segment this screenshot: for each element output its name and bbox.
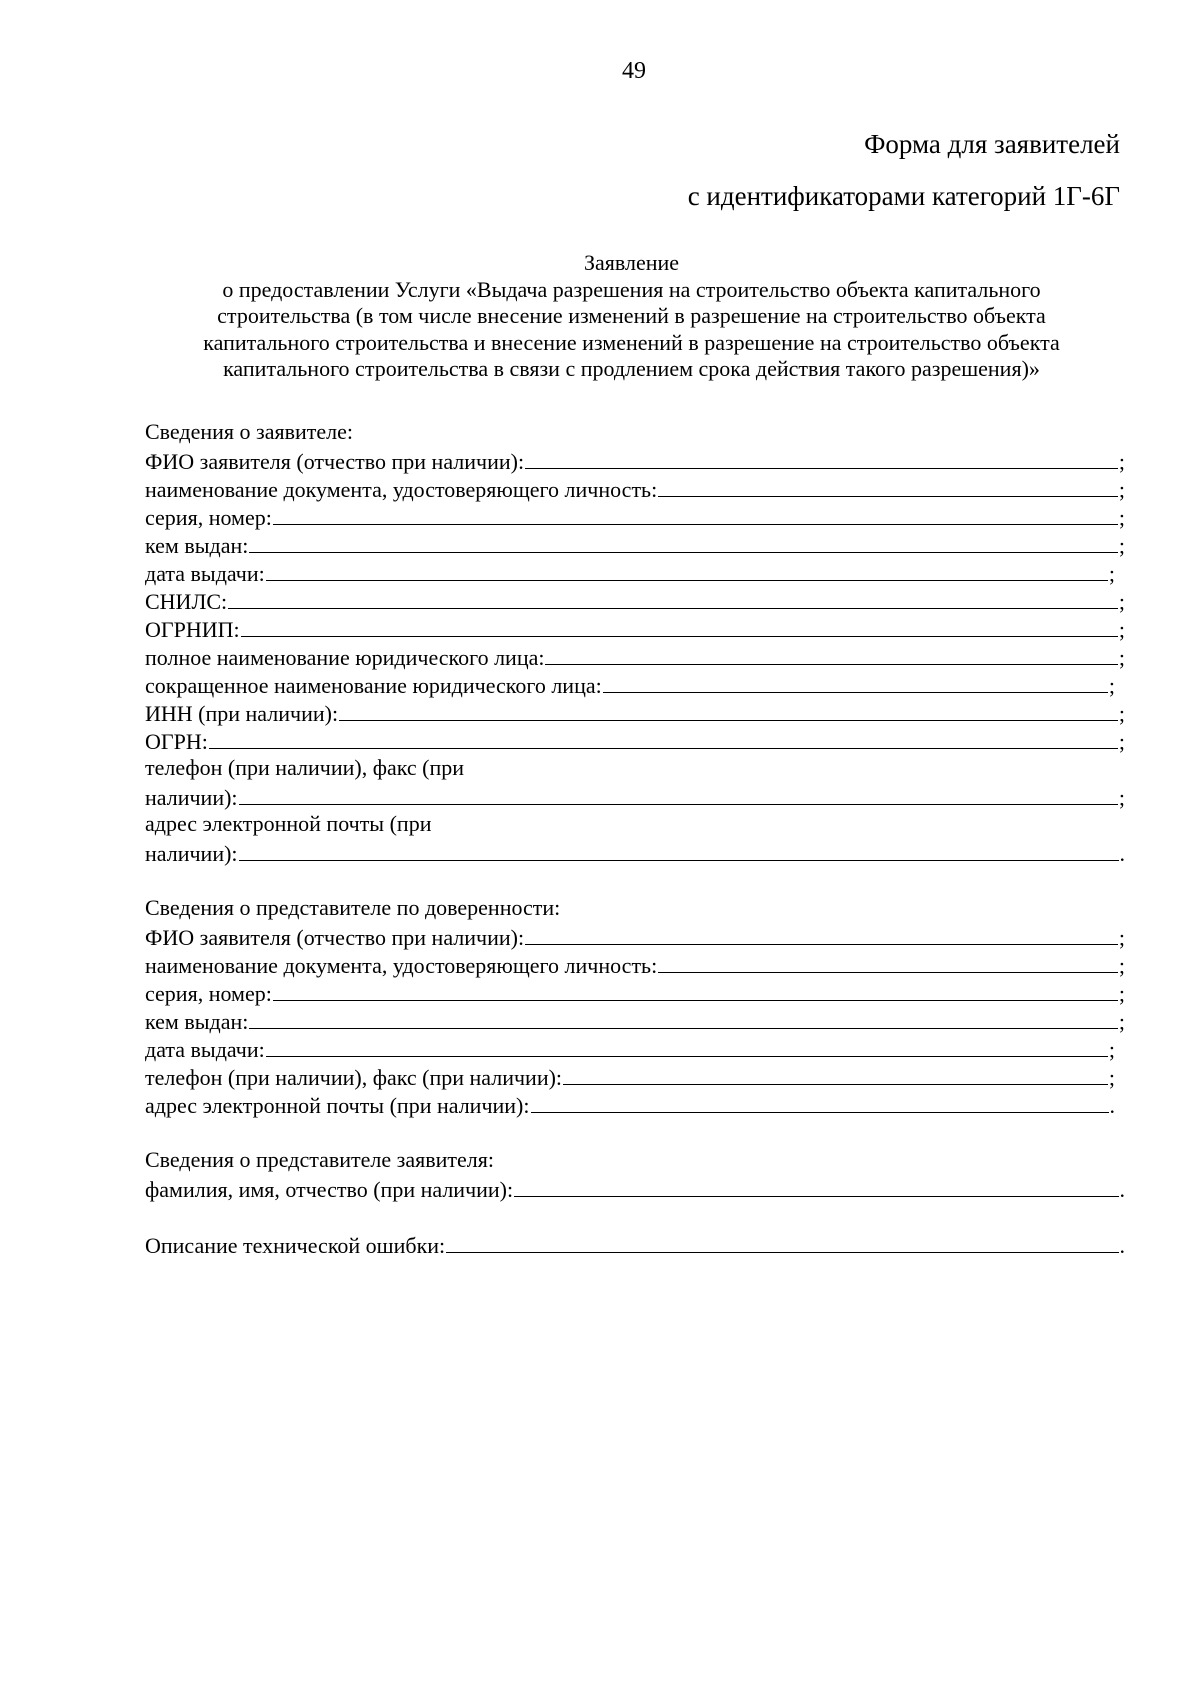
error-description-row bbox=[145, 1230, 1125, 1258]
heading-line: строительства (в том числе внесение изменений в разрешение на строительство объекта bbox=[217, 303, 1046, 328]
field-label: ФИО заявителя (отчество при наличии): bbox=[145, 449, 525, 474]
field-terminator: ; bbox=[1118, 505, 1125, 530]
applicant-full-name-org-field[interactable] bbox=[545, 642, 1117, 665]
proxy-series-number-row bbox=[145, 978, 1125, 1006]
form-title-line-2: с идентификаторами категорий 1Г-6Г bbox=[687, 181, 1120, 211]
applicant-fio-row bbox=[145, 446, 1125, 474]
applicant-email-row bbox=[145, 838, 1125, 866]
proxy-section bbox=[145, 894, 1125, 1118]
applicant-ogrnip-row bbox=[145, 614, 1125, 642]
field-terminator: ; bbox=[1118, 925, 1125, 950]
field-terminator: ; bbox=[1108, 561, 1115, 586]
field-label: СНИЛС: bbox=[145, 589, 228, 614]
applicant-issue-date-row bbox=[145, 558, 1115, 586]
representative-fio-row bbox=[145, 1174, 1125, 1202]
field-label: телефон (при наличии), факс (при наличии): bbox=[145, 1065, 563, 1090]
proxy-doc-name-row bbox=[145, 950, 1125, 978]
field-label: кем выдан: bbox=[145, 533, 249, 558]
heading-title: Заявление bbox=[583, 250, 680, 275]
heading-line: о предоставлении Услуги «Выдача разрешения на строительство объекта капитального bbox=[222, 276, 1041, 302]
applicant-full-name-org-row bbox=[145, 642, 1125, 670]
field-terminator: ; bbox=[1108, 1037, 1115, 1062]
field-label: наименование документа, удостоверяющего личность: bbox=[145, 953, 658, 978]
field-label: дата выдачи: bbox=[145, 1037, 265, 1062]
field-terminator: ; bbox=[1108, 673, 1115, 698]
applicant-series-number-field[interactable] bbox=[273, 502, 1118, 525]
applicant-snils-field[interactable] bbox=[228, 586, 1118, 609]
field-terminator: ; bbox=[1118, 981, 1125, 1006]
proxy-issued-by-field[interactable] bbox=[249, 1006, 1118, 1029]
field-label: дата выдачи: bbox=[145, 561, 265, 586]
error-description-field[interactable] bbox=[446, 1230, 1118, 1253]
error-description-section bbox=[145, 1230, 1125, 1258]
proxy-phone-field[interactable] bbox=[563, 1062, 1108, 1085]
field-terminator: ; bbox=[1118, 589, 1125, 614]
applicant-ogrn-row bbox=[145, 726, 1125, 754]
field-terminator: . bbox=[1119, 1233, 1125, 1258]
field-label: серия, номер: bbox=[145, 981, 272, 1006]
field-terminator: ; bbox=[1118, 533, 1125, 558]
applicant-issued-by-field[interactable] bbox=[249, 530, 1118, 553]
form-body bbox=[145, 418, 1125, 1286]
field-label: телефон (при наличии), факс (при bbox=[145, 755, 465, 780]
applicant-email-field[interactable] bbox=[239, 838, 1119, 861]
applicant-inn-row bbox=[145, 698, 1125, 726]
field-label: наименование документа, удостоверяющего личность: bbox=[145, 477, 658, 502]
field-terminator: . bbox=[1119, 841, 1125, 866]
applicant-section bbox=[145, 418, 1125, 866]
field-label: фамилия, имя, отчество (при наличии): bbox=[145, 1177, 514, 1202]
representative-fio-field[interactable] bbox=[514, 1174, 1118, 1197]
field-terminator: ; bbox=[1118, 785, 1125, 810]
applicant-phone-row bbox=[145, 782, 1125, 810]
applicant-ogrnip-field[interactable] bbox=[241, 614, 1118, 637]
applicant-short-name-org-field[interactable] bbox=[603, 670, 1108, 693]
field-terminator: ; bbox=[1118, 701, 1125, 726]
representative-section bbox=[145, 1146, 1125, 1202]
applicant-fio-field[interactable] bbox=[525, 446, 1118, 469]
field-label: наличии): bbox=[145, 785, 238, 810]
field-terminator: ; bbox=[1118, 477, 1125, 502]
applicant-issued-by-row bbox=[145, 530, 1125, 558]
field-terminator: . bbox=[1109, 1093, 1115, 1118]
applicant-series-number-row bbox=[145, 502, 1125, 530]
proxy-series-number-field[interactable] bbox=[273, 978, 1118, 1001]
field-terminator: . bbox=[1119, 1177, 1125, 1202]
field-label: полное наименование юридического лица: bbox=[145, 645, 545, 670]
applicant-ogrn-field[interactable] bbox=[209, 726, 1118, 749]
heading-line: капитального строительства в связи с продлением срока действия такого разрешения)» bbox=[223, 356, 1040, 381]
field-label: ОГРНИП: bbox=[145, 617, 240, 642]
field-label: адрес электронной почты (при наличии): bbox=[145, 1093, 530, 1118]
form-title-line-1: Форма для заявителей bbox=[864, 129, 1120, 159]
applicant-doc-name-field[interactable] bbox=[658, 474, 1118, 497]
proxy-section-title: Сведения о представителе по доверенности: bbox=[145, 895, 561, 920]
proxy-issue-date-row bbox=[145, 1034, 1115, 1062]
field-label: сокращенное наименование юридического лица: bbox=[145, 673, 602, 698]
field-terminator: ; bbox=[1118, 953, 1125, 978]
applicant-doc-name-row bbox=[145, 474, 1125, 502]
field-label: адрес электронной почты (при bbox=[145, 811, 432, 836]
heading-line: капитального строительства и внесение изменений в разрешение на строительство объекта bbox=[203, 329, 1060, 355]
field-label: ФИО заявителя (отчество при наличии): bbox=[145, 925, 525, 950]
field-terminator: ; bbox=[1118, 1009, 1125, 1034]
field-terminator: ; bbox=[1118, 729, 1125, 754]
page-number: 49 bbox=[622, 58, 646, 84]
field-terminator: ; bbox=[1108, 1065, 1115, 1090]
field-terminator: ; bbox=[1118, 645, 1125, 670]
applicant-issue-date-field[interactable] bbox=[266, 558, 1108, 581]
field-label: ИНН (при наличии): bbox=[145, 701, 339, 726]
proxy-doc-name-field[interactable] bbox=[658, 950, 1118, 973]
proxy-email-row bbox=[145, 1090, 1115, 1118]
document-heading bbox=[140, 250, 1123, 383]
applicant-section-title: Сведения о заявителе: bbox=[145, 419, 354, 444]
proxy-email-field[interactable] bbox=[531, 1090, 1109, 1113]
field-label: Описание технической ошибки: bbox=[145, 1233, 446, 1258]
field-label: ОГРН: bbox=[145, 729, 208, 754]
applicant-short-name-org-row bbox=[145, 670, 1115, 698]
applicant-inn-field[interactable] bbox=[339, 698, 1118, 721]
field-label: кем выдан: bbox=[145, 1009, 249, 1034]
field-label: наличии): bbox=[145, 841, 238, 866]
form-title bbox=[688, 118, 1120, 222]
field-terminator: ; bbox=[1118, 617, 1125, 642]
field-label: серия, номер: bbox=[145, 505, 272, 530]
proxy-fio-row bbox=[145, 922, 1125, 950]
representative-section-title: Сведения о представителе заявителя: bbox=[145, 1147, 494, 1172]
field-terminator: ; bbox=[1118, 449, 1125, 474]
proxy-fio-field[interactable] bbox=[525, 922, 1118, 945]
applicant-phone-field[interactable] bbox=[239, 782, 1118, 805]
proxy-issue-date-field[interactable] bbox=[266, 1034, 1108, 1057]
proxy-issued-by-row bbox=[145, 1006, 1125, 1034]
proxy-phone-row bbox=[145, 1062, 1115, 1090]
applicant-snils-row bbox=[145, 586, 1125, 614]
